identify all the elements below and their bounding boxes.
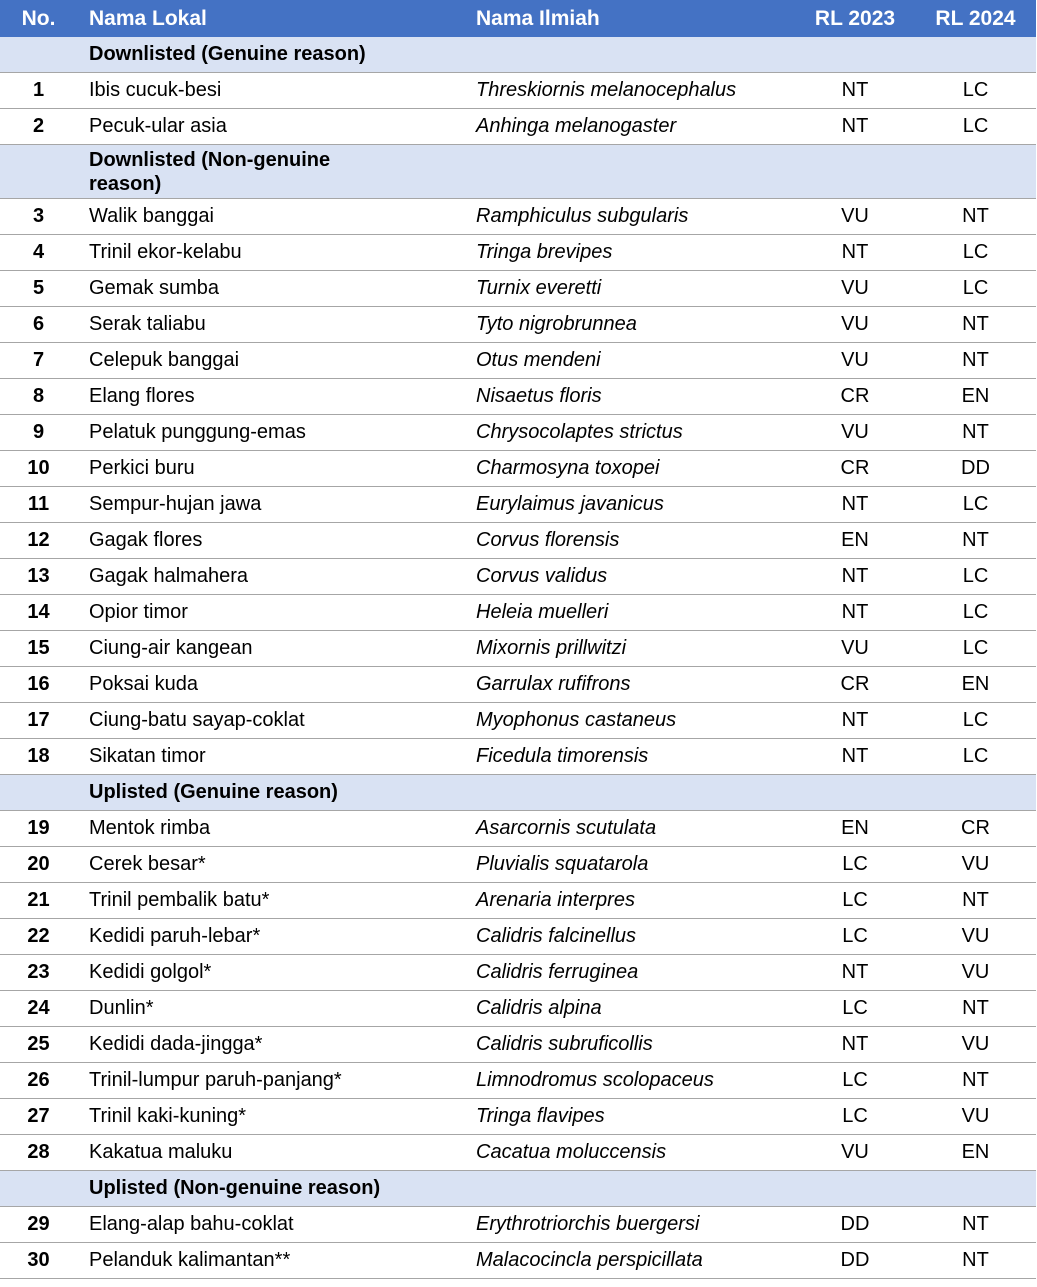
scientific-name: Limnodromus scolopaceus: [464, 1063, 795, 1099]
status-2023: LC: [795, 883, 915, 919]
scientific-name: Mixornis prillwitzi: [464, 631, 795, 667]
local-name: Trinil ekor-kelabu: [77, 235, 464, 271]
status-2023: VU: [795, 415, 915, 451]
local-name: Pecuk-ular asia: [77, 109, 464, 145]
status-2024: NT: [915, 343, 1036, 379]
local-name: Kedidi dada-jingga*: [77, 1027, 464, 1063]
row-number: 10: [0, 451, 77, 487]
local-name: Cerek besar*: [77, 847, 464, 883]
row-number: 25: [0, 1027, 77, 1063]
status-2023: CR: [795, 667, 915, 703]
table-header: [0, 0, 1036, 37]
header-no: No.: [0, 0, 77, 37]
scientific-name: Nisaetus floris: [464, 379, 795, 415]
status-2023: DD: [795, 1207, 915, 1243]
group-header-row: [0, 1171, 1036, 1207]
group-header-row: [0, 775, 1036, 811]
status-2024: NT: [915, 523, 1036, 559]
scientific-name: Ficedula timorensis: [464, 739, 795, 775]
row-number: 23: [0, 955, 77, 991]
scientific-name: Tringa brevipes: [464, 235, 795, 271]
scientific-name: Tringa flavipes: [464, 1099, 795, 1135]
table-row: [0, 739, 1036, 775]
group-header-row: [0, 145, 1036, 199]
group-spacer-cell: [0, 1171, 77, 1207]
status-2024: LC: [915, 487, 1036, 523]
scientific-name: Otus mendeni: [464, 343, 795, 379]
status-2023: NT: [795, 109, 915, 145]
group-title: Uplisted (Non-genuine reason): [77, 1171, 464, 1207]
local-name: Poksai kuda: [77, 667, 464, 703]
table-row: [0, 523, 1036, 559]
local-name: Kedidi golgol*: [77, 955, 464, 991]
row-number: 16: [0, 667, 77, 703]
group-spacer-cell: [0, 145, 77, 199]
scientific-name: Anhinga melanogaster: [464, 109, 795, 145]
scientific-name: Corvus validus: [464, 559, 795, 595]
group-empty-cell: [915, 145, 1036, 199]
group-title: Downlisted (Genuine reason): [77, 37, 464, 73]
status-2024: VU: [915, 1027, 1036, 1063]
status-2023: NT: [795, 1027, 915, 1063]
row-number: 9: [0, 415, 77, 451]
status-2024: LC: [915, 73, 1036, 109]
row-number: 28: [0, 1135, 77, 1171]
local-name: Gagak flores: [77, 523, 464, 559]
status-2024: NT: [915, 415, 1036, 451]
status-2023: NT: [795, 703, 915, 739]
status-2024: LC: [915, 631, 1036, 667]
row-number: 4: [0, 235, 77, 271]
group-empty-cell: [795, 37, 915, 73]
scientific-name: Calidris alpina: [464, 991, 795, 1027]
local-name: Trinil pembalik batu*: [77, 883, 464, 919]
status-2023: VU: [795, 199, 915, 235]
scientific-name: Eurylaimus javanicus: [464, 487, 795, 523]
row-number: 8: [0, 379, 77, 415]
table-row: [0, 199, 1036, 235]
local-name: Ciung-batu sayap-coklat: [77, 703, 464, 739]
group-empty-cell: [915, 1171, 1036, 1207]
group-title: Uplisted (Genuine reason): [77, 775, 464, 811]
table-row: [0, 955, 1036, 991]
status-2023: VU: [795, 307, 915, 343]
status-2024: VU: [915, 1099, 1036, 1135]
local-name: Ibis cucuk-besi: [77, 73, 464, 109]
table-row: [0, 631, 1036, 667]
group-empty-cell: [464, 1171, 795, 1207]
header-nama-ilmiah: Nama Ilmiah: [464, 0, 795, 37]
header-rl-2023: RL 2023: [795, 0, 915, 37]
table-row: [0, 703, 1036, 739]
row-number: 24: [0, 991, 77, 1027]
header-nama-lokal: Nama Lokal: [77, 0, 464, 37]
status-2023: NT: [795, 487, 915, 523]
status-2024: EN: [915, 667, 1036, 703]
local-name: Sempur-hujan jawa: [77, 487, 464, 523]
group-empty-cell: [464, 775, 795, 811]
row-number: 22: [0, 919, 77, 955]
status-2024: NT: [915, 991, 1036, 1027]
scientific-name: Garrulax rufifrons: [464, 667, 795, 703]
row-number: 1: [0, 73, 77, 109]
table-row: [0, 109, 1036, 145]
scientific-name: Corvus florensis: [464, 523, 795, 559]
table-row: [0, 379, 1036, 415]
row-number: 18: [0, 739, 77, 775]
scientific-name: Pluvialis squatarola: [464, 847, 795, 883]
scientific-name: Turnix everetti: [464, 271, 795, 307]
table-row: [0, 1027, 1036, 1063]
status-2024: LC: [915, 739, 1036, 775]
row-number: 19: [0, 811, 77, 847]
status-2024: NT: [915, 883, 1036, 919]
status-2023: LC: [795, 1063, 915, 1099]
group-empty-cell: [795, 145, 915, 199]
group-title-text: Downlisted (Non-genuine reason): [89, 148, 331, 195]
status-2023: VU: [795, 1135, 915, 1171]
local-name: Perkici buru: [77, 451, 464, 487]
status-2024: VU: [915, 955, 1036, 991]
status-2023: EN: [795, 811, 915, 847]
header-rl-2024: RL 2024: [915, 0, 1036, 37]
scientific-name: Calidris ferruginea: [464, 955, 795, 991]
local-name: Opior timor: [77, 595, 464, 631]
status-2023: EN: [795, 523, 915, 559]
table-row: [0, 1243, 1036, 1279]
status-2023: LC: [795, 1099, 915, 1135]
status-2024: NT: [915, 1243, 1036, 1279]
status-2023: DD: [795, 1243, 915, 1279]
local-name: Sikatan timor: [77, 739, 464, 775]
status-2023: NT: [795, 739, 915, 775]
status-2024: NT: [915, 1063, 1036, 1099]
local-name: Pelanduk kalimantan**: [77, 1243, 464, 1279]
table-row: [0, 847, 1036, 883]
header-row: [0, 0, 1036, 37]
local-name: Elang-alap bahu-coklat: [77, 1207, 464, 1243]
row-number: 11: [0, 487, 77, 523]
status-2023: VU: [795, 631, 915, 667]
status-2023: NT: [795, 73, 915, 109]
local-name: Trinil kaki-kuning*: [77, 1099, 464, 1135]
table-row: [0, 1099, 1036, 1135]
scientific-name: Threskiornis melanocephalus: [464, 73, 795, 109]
row-number: 30: [0, 1243, 77, 1279]
scientific-name: Ramphiculus subgularis: [464, 199, 795, 235]
status-2023: NT: [795, 955, 915, 991]
scientific-name: Arenaria interpres: [464, 883, 795, 919]
row-number: 3: [0, 199, 77, 235]
row-number: 29: [0, 1207, 77, 1243]
status-2024: NT: [915, 199, 1036, 235]
scientific-name: Cacatua moluccensis: [464, 1135, 795, 1171]
table-row: [0, 883, 1036, 919]
scientific-name: Myophonus castaneus: [464, 703, 795, 739]
scientific-name: Tyto nigrobrunnea: [464, 307, 795, 343]
local-name: Gemak sumba: [77, 271, 464, 307]
group-empty-cell: [795, 775, 915, 811]
status-2023: LC: [795, 919, 915, 955]
row-number: 7: [0, 343, 77, 379]
status-2023: VU: [795, 343, 915, 379]
group-empty-cell: [915, 775, 1036, 811]
scientific-name: Charmosyna toxopei: [464, 451, 795, 487]
scientific-name: Heleia muelleri: [464, 595, 795, 631]
scientific-name: Malacocincla perspicillata: [464, 1243, 795, 1279]
table-row: [0, 487, 1036, 523]
status-2023: CR: [795, 451, 915, 487]
group-header-row: [0, 37, 1036, 73]
status-2023: LC: [795, 991, 915, 1027]
local-name: Walik banggai: [77, 199, 464, 235]
table-row: [0, 73, 1036, 109]
row-number: 14: [0, 595, 77, 631]
local-name: Kakatua maluku: [77, 1135, 464, 1171]
status-2024: LC: [915, 595, 1036, 631]
local-name: Trinil-lumpur paruh-panjang*: [77, 1063, 464, 1099]
table-body: [0, 37, 1036, 1279]
scientific-name: Chrysocolaptes strictus: [464, 415, 795, 451]
row-number: 26: [0, 1063, 77, 1099]
table-row: [0, 451, 1036, 487]
table-row: [0, 1135, 1036, 1171]
group-title: [77, 145, 464, 199]
status-2024: DD: [915, 451, 1036, 487]
group-empty-cell: [795, 1171, 915, 1207]
row-number: 6: [0, 307, 77, 343]
local-name: Ciung-air kangean: [77, 631, 464, 667]
scientific-name: Calidris falcinellus: [464, 919, 795, 955]
table-row: [0, 307, 1036, 343]
status-2023: NT: [795, 595, 915, 631]
status-2024: LC: [915, 559, 1036, 595]
local-name: Elang flores: [77, 379, 464, 415]
table-row: [0, 415, 1036, 451]
row-number: 21: [0, 883, 77, 919]
group-empty-cell: [915, 37, 1036, 73]
row-number: 27: [0, 1099, 77, 1135]
status-2024: LC: [915, 109, 1036, 145]
table-row: [0, 559, 1036, 595]
status-2024: LC: [915, 235, 1036, 271]
status-2024: NT: [915, 1207, 1036, 1243]
scientific-name: Calidris subruficollis: [464, 1027, 795, 1063]
group-empty-cell: [464, 145, 795, 199]
status-2024: NT: [915, 307, 1036, 343]
row-number: 13: [0, 559, 77, 595]
group-spacer-cell: [0, 37, 77, 73]
row-number: 12: [0, 523, 77, 559]
row-number: 17: [0, 703, 77, 739]
table-row: [0, 667, 1036, 703]
table-row: [0, 1207, 1036, 1243]
local-name: Mentok rimba: [77, 811, 464, 847]
status-2024: VU: [915, 847, 1036, 883]
status-2024: EN: [915, 379, 1036, 415]
status-2023: CR: [795, 379, 915, 415]
table-row: [0, 811, 1036, 847]
local-name: Kedidi paruh-lebar*: [77, 919, 464, 955]
group-empty-cell: [464, 37, 795, 73]
status-2024: LC: [915, 271, 1036, 307]
table-row: [0, 271, 1036, 307]
row-number: 20: [0, 847, 77, 883]
status-2024: LC: [915, 703, 1036, 739]
table-row: [0, 919, 1036, 955]
status-2024: EN: [915, 1135, 1036, 1171]
scientific-name: Erythrotriorchis buergersi: [464, 1207, 795, 1243]
status-2023: NT: [795, 235, 915, 271]
local-name: Pelatuk punggung-emas: [77, 415, 464, 451]
row-number: 15: [0, 631, 77, 667]
table-row: [0, 235, 1036, 271]
row-number: 5: [0, 271, 77, 307]
scientific-name: Asarcornis scutulata: [464, 811, 795, 847]
status-2024: CR: [915, 811, 1036, 847]
row-number: 2: [0, 109, 77, 145]
group-spacer-cell: [0, 775, 77, 811]
status-2023: LC: [795, 847, 915, 883]
local-name: Celepuk banggai: [77, 343, 464, 379]
table-row: [0, 595, 1036, 631]
table-row: [0, 343, 1036, 379]
local-name: Dunlin*: [77, 991, 464, 1027]
table-row: [0, 991, 1036, 1027]
table-row: [0, 1063, 1036, 1099]
status-2023: NT: [795, 559, 915, 595]
status-2024: VU: [915, 919, 1036, 955]
status-2023: VU: [795, 271, 915, 307]
local-name: Serak taliabu: [77, 307, 464, 343]
local-name: Gagak halmahera: [77, 559, 464, 595]
